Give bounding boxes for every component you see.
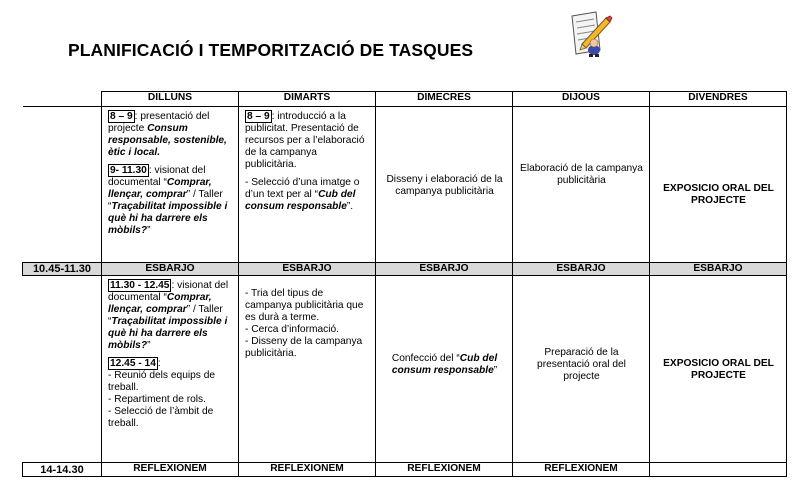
time-cell-reflexionem: 14-14.30 [23, 463, 102, 477]
esbarjo-dijous: ESBARJO [513, 263, 650, 276]
cell-dimecres-morning: Disseny i elaboració de la campanya publicitària [376, 107, 513, 263]
page-title: PLANIFICACIÓ I TEMPORITZACIÓ DE TASQUES [68, 40, 474, 60]
header-divendres: DIVENDRES [650, 92, 787, 107]
reflexionem-dimecres: REFLEXIONEM [376, 463, 513, 477]
morning-block-row [23, 107, 787, 263]
pencil-paper-icon [566, 10, 614, 58]
esbarjo-dimecres: ESBARJO [376, 263, 513, 276]
time-box: 12.45 - 14 [110, 358, 156, 369]
cell-dilluns-midday: 11.30 - 12.45 : visionat del documental “Comprar, llençar, comprar” / Taller “Traçabilitat impossible i què hi ha darrere els mòbils?” 12.45 - 14 : - Reunió dels equips de treball. - Repartiment de rols. - Selecció de l’àmbit de treball. [102, 276, 239, 463]
reflexionem-dimarts: REFLEXIONEM [239, 463, 376, 477]
time-cell-empty [23, 276, 102, 463]
esbarjo-divendres: ESBARJO [650, 263, 787, 276]
header-dimarts: DIMARTS [239, 92, 376, 107]
time-box: 9- 11.30 [110, 165, 147, 176]
cell-dijous-midday: Preparació de la presentació oral del projecte [513, 276, 650, 463]
cell-dimecres-midday: Confecció del “Cub del consum responsable” [376, 276, 513, 463]
reflexionem-row [23, 463, 787, 477]
esbarjo-row [23, 263, 787, 276]
time-cell-esbarjo: 10.45-11.30 [23, 263, 102, 276]
esbarjo-dilluns: ESBARJO [102, 263, 239, 276]
header-dimecres: DIMECRES [376, 92, 513, 107]
reflexionem-divendres-empty [650, 463, 787, 477]
cell-divendres-midday: EXPOSICIO ORAL DEL PROJECTE [650, 276, 787, 463]
cell-dimarts-midday: - Tria del tipus de campanya publicitària que es durà a terme. - Cerca d’informació. - Disseny de la campanya publicitària. [239, 276, 376, 463]
cell-dijous-morning: Elaboració de la campanya publicitària [513, 107, 650, 263]
schedule-table [22, 91, 787, 477]
reflexionem-dijous: REFLEXIONEM [513, 463, 650, 477]
time-box: 8 – 9 [247, 111, 270, 122]
header-row [23, 92, 787, 107]
esbarjo-dimarts: ESBARJO [239, 263, 376, 276]
midday-block-row [23, 276, 787, 463]
time-box: 11.30 - 12.45 [110, 280, 170, 291]
header-dijous: DIJOUS [513, 92, 650, 107]
cell-divendres-morning: EXPOSICIO ORAL DEL PROJECTE [650, 107, 787, 263]
time-cell-empty [23, 107, 102, 263]
cell-dilluns-morning: 8 – 9 : presentació del projecte Consum responsable, sostenible, ètic i local. 9- 11.30 : visionat del documental “Comprar, llençar, comprar” / Taller “Traçabilitat impossible i què hi ha darrere els mòbils?” [102, 107, 239, 263]
empty-corner [23, 92, 102, 107]
header-dilluns: DILLUNS [102, 92, 239, 107]
time-box: 8 – 9 [110, 111, 133, 122]
reflexionem-dilluns: REFLEXIONEM [102, 463, 239, 477]
cell-dimarts-morning: 8 – 9 : introducció a la publicitat. Presentació de recursos per a l’elaboració de la campanya publicitària. - Selecció d’una imatge o d’un text per al “Cub del consum responsable”. [239, 107, 376, 263]
